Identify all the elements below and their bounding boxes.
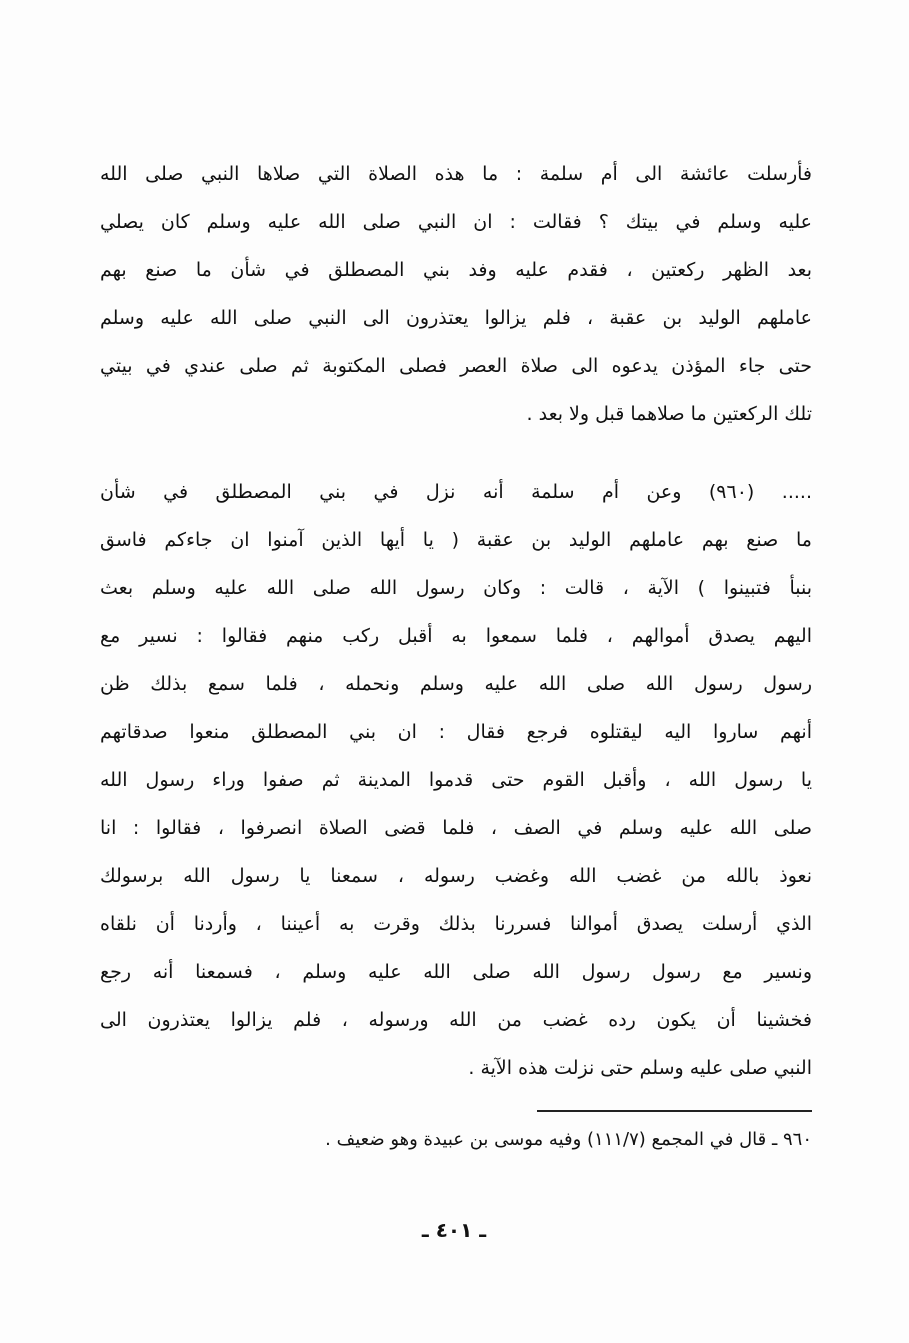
text-line: فأرسلت عائشة الى أم سلمة : ما هذه الصلاة التي صلاها النبي صلى الله [100, 163, 812, 185]
page-number: ـ ٤٠١ ـ [421, 1218, 487, 1242]
text-line: صلى الله عليه وسلم في الصف ، فلما قضى الصلاة انصرفوا ، فقالوا : انا [100, 817, 812, 839]
text-line: رسول رسول الله صلى الله عليه وسلم ونحمله ، فلما سمع بذلك ظن [100, 673, 812, 695]
text-line: ..... (٩٦٠) وعن أم سلمة أنه نزل في بني المصطلق في شأن [100, 481, 812, 503]
paragraph-1 [100, 150, 812, 438]
footnote: ٩٦٠ ـ قال في المجمع (١١١/٧) وفيه موسى بن عبيدة وهو ضعيف . [325, 1129, 812, 1150]
footnote-separator [537, 1110, 812, 1112]
text-line: ونسير مع رسول رسول الله صلى الله عليه وسلم ، فسمعنا أنه رجع [100, 961, 812, 983]
text-line: اليهم يصدق أموالهم ، فلما سمعوا به أقبل ركب منهم فقالوا : نسير مع [100, 625, 812, 647]
text-line: يا رسول الله ، وأقبل القوم حتى قدموا المدينة ثم صفوا وراء رسول الله [100, 769, 812, 791]
text-line: عليه وسلم في بيتك ؟ فقالت : ان النبي صلى الله عليه وسلم كان يصلي [100, 211, 812, 233]
text-line: فخشينا أن يكون رده غضب من الله ورسوله ، فلم يزالوا يعتذرون الى [100, 1009, 812, 1031]
paragraph-2 [100, 468, 812, 1092]
text-line: تلك الركعتين ما صلاهما قبل ولا بعد . [526, 403, 812, 425]
text-line: بنبأ فتبينوا ) الآية ، قالت : وكان رسول الله صلى الله عليه وسلم بعث [100, 577, 812, 599]
text-line: الذي أرسلت يصدق أموالنا فسررنا بذلك وقرت به أعيننا ، وأردنا أن نلقاه [100, 913, 812, 935]
text-line: عاملهم الوليد بن عقبة ، فلم يزالوا يعتذرون الى النبي صلى الله عليه وسلم [100, 307, 812, 329]
text-line: ما صنع بهم عاملهم الوليد بن عقبة ( يا أيها الذين آمنوا ان جاءكم فاسق [100, 529, 812, 551]
text-line: أنهم ساروا اليه ليقتلوه فرجع فقال : ان بني المصطلق منعوا صدقاتهم [100, 721, 812, 743]
text-line: بعد الظهر ركعتين ، فقدم عليه وفد بني المصطلق في شأن ما صنع بهم [100, 259, 812, 281]
text-line: نعوذ بالله من غضب الله وغضب رسوله ، سمعنا يا رسول الله برسولك [100, 865, 812, 887]
text-line: النبي صلى عليه وسلم حتى نزلت هذه الآية . [468, 1057, 812, 1079]
text-line: حتى جاء المؤذن يدعوه الى صلاة العصر فصلى المكتوبة ثم صلى عندي في بيتي [100, 355, 812, 377]
